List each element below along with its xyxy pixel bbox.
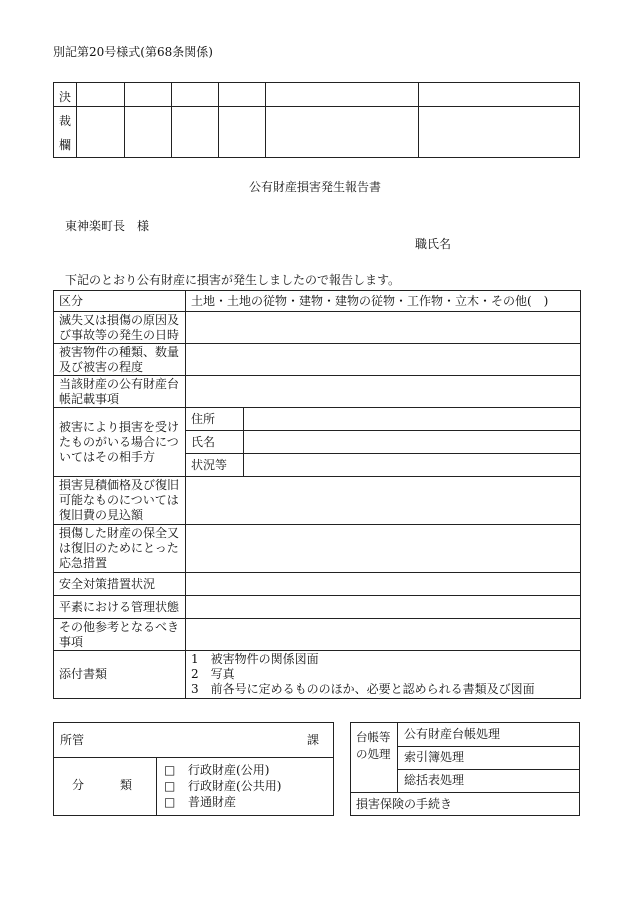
checkbox-icon[interactable]: □ [164,795,176,809]
other-label: その他参考となるべき事項 [54,619,186,651]
safety-label: 安全対策措置状況 [54,573,186,596]
damage-value[interactable] [186,344,581,376]
page-title: 公有財産損害発生報告書 [248,180,381,194]
option-public-service[interactable]: □ 行政財産(公共用) [164,779,282,793]
attachments-label: 添付書類 [54,651,186,699]
name-value[interactable] [244,431,581,454]
other-value[interactable] [186,619,581,651]
classification-label: 分 類 [72,778,133,792]
reporter-name-label: 職氏名 [415,237,452,251]
option-ordinary[interactable]: □ 普通財産 [164,795,237,809]
section-label: 課 [307,733,320,747]
status-label: 状況等 [186,454,244,477]
form-number: 別記第20号様式(第68条関係) [53,45,213,59]
ledger-item-2: 索引簿処理 [404,750,465,764]
estimate-label: 損害見積価格及び復旧可能なものについては復旧費の見込額 [54,477,186,525]
option-public-use[interactable]: □ 行政財産(公用) [164,763,270,777]
decision-label-3: 欄 [59,138,72,152]
category-value: 土地・土地の従物・建物・建物の従物・工作物・立木・その他( ) [186,291,581,312]
damage-label: 被害物件の種類、数量及び被害の程度 [54,344,186,376]
ledger-value[interactable] [186,376,581,408]
decision-label-1: 決 [59,90,72,104]
category-label: 区分 [54,291,186,312]
ledger-processing-label: 台帳等の処理 [356,730,391,761]
ledger-label: 当該財産の公有財産台帳記載事項 [54,376,186,408]
address-label: 住所 [186,408,244,431]
ledger-item-3: 総括表処理 [404,773,465,787]
jurisdiction-label: 所管 [60,733,85,747]
counterparty-label: 被害により損害を受けたものがいる場合についてはその相手方 [54,408,186,477]
intro-text: 下記のとおり公有財産に損害が発生しましたので報告します。 [65,273,401,287]
address-value[interactable] [244,408,581,431]
insurance-label: 損害保険の手続き [356,797,453,811]
decision-label-2: 裁 [59,114,72,128]
emergency-value[interactable] [186,525,581,573]
emergency-label: 損傷した財産の保全又は復旧のためにとった応急措置 [54,525,186,573]
safety-value[interactable] [186,573,581,596]
status-value[interactable] [244,454,581,477]
cause-label: 滅失又は損傷の原因及び事故等の発生の日時 [54,312,186,344]
management-value[interactable] [186,596,581,619]
cause-value[interactable] [186,312,581,344]
checkbox-icon[interactable]: □ [164,779,176,793]
attachment-item-2: 2 写真 [191,667,235,681]
addressee: 東神楽町長 様 [65,219,150,233]
name-label: 氏名 [186,431,244,454]
management-label: 平素における管理状態 [54,596,186,619]
attachments-list [186,651,581,699]
attachment-item-3: 3 前各号に定めるもののほか、必要と認められる書類及び図面 [191,682,535,696]
attachment-item-1: 1 被害物件の関係図面 [191,652,319,666]
ledger-item-1: 公有財産台帳処理 [404,727,501,741]
report-table [53,290,581,699]
checkbox-icon[interactable]: □ [164,763,176,777]
estimate-value[interactable] [186,477,581,525]
